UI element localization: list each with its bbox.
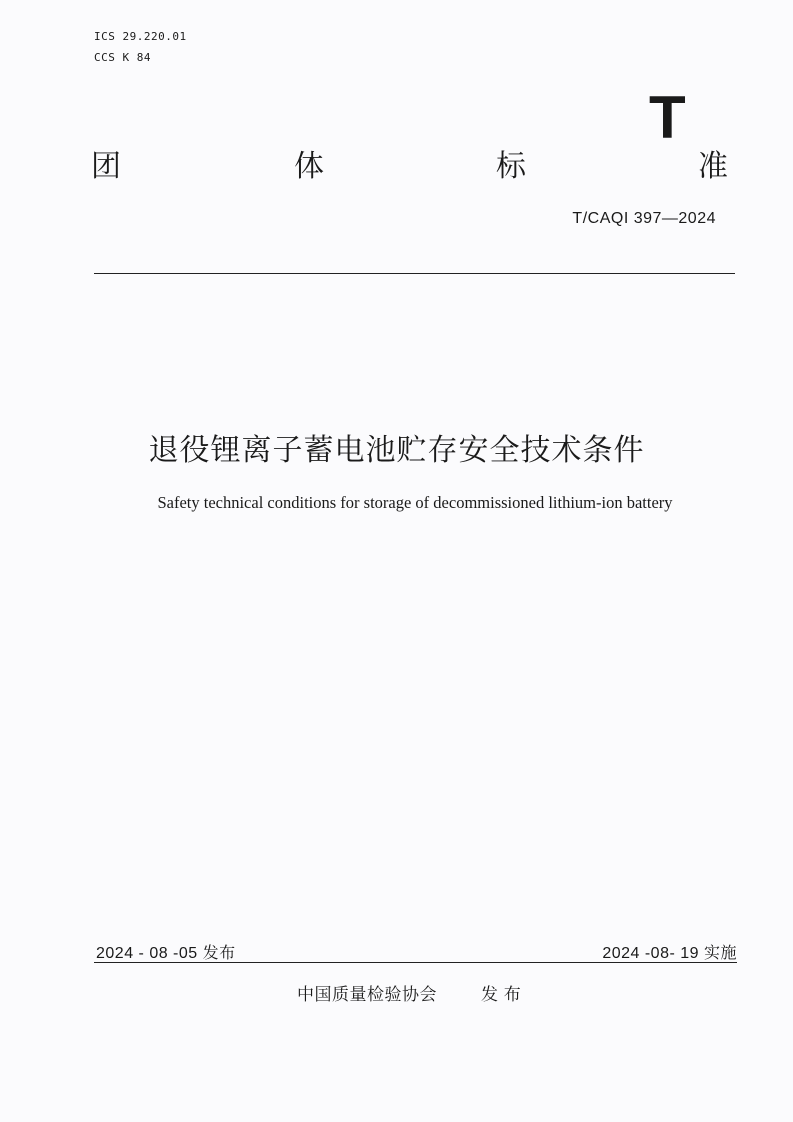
publish-date: 2024 - 08 -05 发布	[96, 945, 236, 962]
document-title-cn: 退役锂离子蓄电池贮存安全技术条件	[148, 433, 645, 468]
ics-code: ICS 29.220.01	[94, 30, 187, 43]
implement-date: 2024 -08- 19 实施	[602, 945, 737, 962]
standard-number: T/CAQI 397—2024	[572, 210, 716, 227]
ccs-code: CCS K 84	[94, 51, 151, 64]
standard-type-char-1: 团	[91, 149, 121, 184]
document-title-en: Safety technical conditions for storage of decommissioned lithium-ion battery	[157, 493, 673, 512]
footer-divider	[94, 962, 737, 963]
standard-type-char-2: 体	[294, 149, 324, 184]
header-divider	[94, 273, 735, 274]
publish-label: 发 布	[481, 985, 522, 1004]
standard-type-char-4: 准	[698, 149, 728, 184]
standard-type-char-3: 标	[496, 149, 526, 184]
publisher-name: 中国质量检验协会	[297, 985, 437, 1004]
category-letter: T	[649, 84, 686, 151]
